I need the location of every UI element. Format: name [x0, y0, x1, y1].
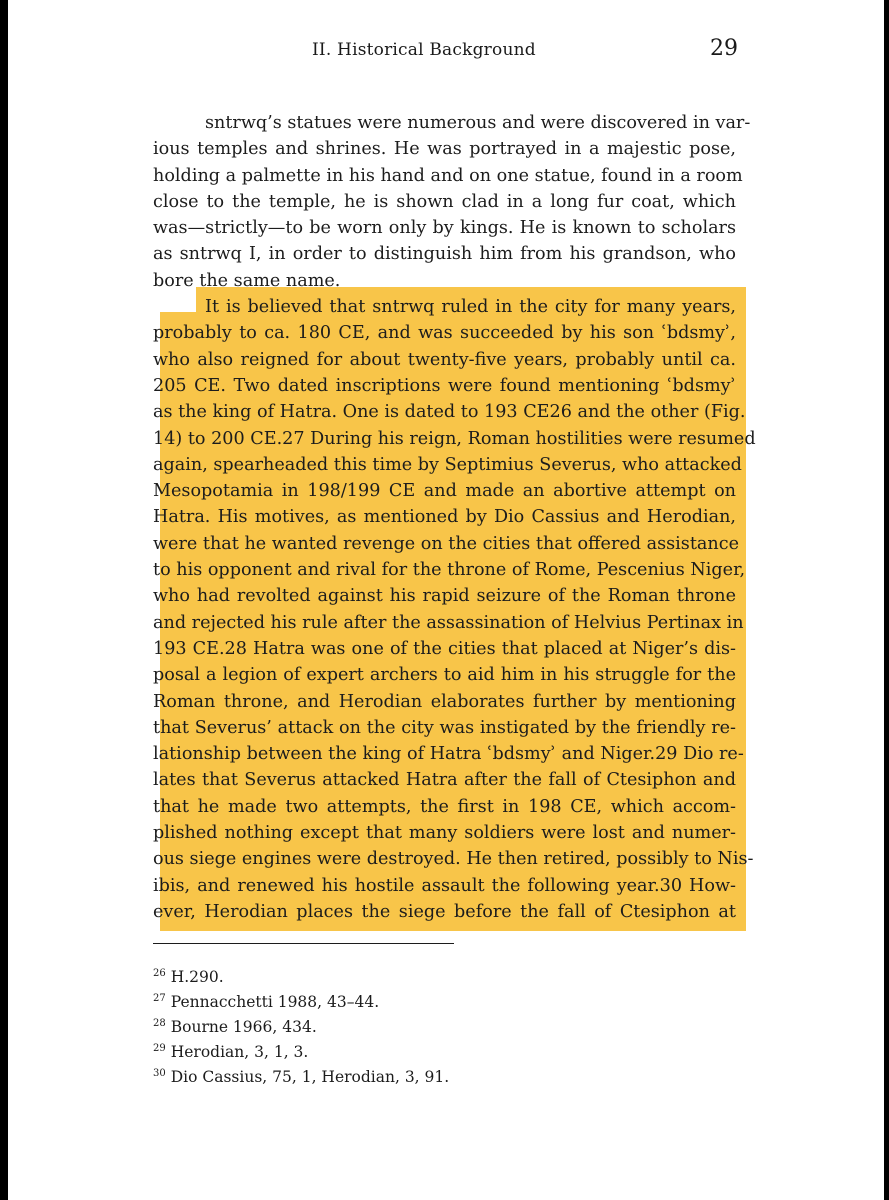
text-line: sntrwq’s statues were numerous and were discovered in var- — [205, 113, 751, 133]
text-line: was—strictly—to be worn only by kings. He is known to scholars — [153, 218, 736, 239]
footnote — [153, 1011, 733, 1036]
text-line: Mesopotamia in 198/199 CE and made an abortive attempt on — [153, 481, 736, 502]
text-line: as the king of Hatra. One is dated to 193 CE26 and the other (Fig. — [153, 402, 746, 423]
text-line: ibis, and renewed his hostile assault the following year.30 How- — [153, 875, 736, 896]
footnote-number: 27 — [153, 993, 166, 1004]
text-line: who had revolted against his rapid seizure of the Roman throne — [153, 586, 736, 607]
footnote-number: 28 — [153, 1018, 166, 1029]
text-line: ever, Herodian places the siege before the fall of Ctesiphon at — [153, 901, 736, 922]
text-line: ous siege engines were destroyed. He then retired, possibly to Nis- — [153, 849, 754, 870]
text-line: to his opponent and rival for the throne of Rome, Pescenius Niger, — [153, 560, 746, 581]
text-line: 205 CE. Two dated inscriptions were found mentioning ʿbdsmyʾ — [153, 375, 736, 396]
text-line: who also reigned for about twenty-five years, probably until ca. — [153, 349, 736, 370]
footnote-rule — [153, 943, 454, 944]
text-line: It is believed that sntrwq ruled in the city for many years, — [205, 297, 736, 318]
text-line: as sntrwq I, in order to distinguish him from his grandson, who — [153, 244, 736, 265]
footnote-text: Pennacchetti 1988, 43–44. — [170, 993, 380, 1011]
footnote-text: Herodian, 3, 1, 3. — [170, 1043, 309, 1061]
text-line: close to the temple, he is shown clad in a long fur coat, which — [153, 191, 736, 212]
text-line: were that he wanted revenge on the cities that offered assistance — [153, 533, 739, 554]
text-line: lates that Severus attacked Hatra after the fall of Ctesiphon and — [153, 770, 736, 791]
text-line: posal a legion of expert archers to aid him in his struggle for the — [153, 665, 736, 686]
footnotes — [153, 961, 733, 1086]
page-header — [8, 36, 884, 66]
footnote — [153, 961, 733, 986]
footnote-text: Bourne 1966, 434. — [170, 1018, 317, 1036]
footnote-number: 26 — [153, 968, 166, 979]
body-text[interactable] — [153, 110, 756, 925]
text-line: that Severus’ attack on the city was instigated by the friendly re- — [153, 717, 736, 738]
text-line: Roman throne, and Herodian elaborates further by mentioning — [153, 691, 736, 712]
text-line: Hatra. His motives, as mentioned by Dio Cassius and Herodian, — [153, 507, 736, 528]
text-line: 14) to 200 CE.27 During his reign, Roman hostilities were resumed — [153, 428, 756, 449]
text-line: lationship between the king of Hatra ʿbdsmyʾ and Niger.29 Dio re- — [153, 744, 744, 765]
text-line: 193 CE.28 Hatra was one of the cities that placed at Niger’s dis- — [153, 638, 736, 659]
page-number: 29 — [710, 36, 738, 61]
text-line: that he made two attempts, the first in 198 CE, which accom- — [153, 796, 736, 817]
footnote-text: Dio Cassius, 75, 1, Herodian, 3, 91. — [170, 1068, 450, 1086]
text-line: probably to ca. 180 CE, and was succeeded by his son ʿbdsmyʾ, — [153, 323, 736, 344]
text-line: holding a palmette in his hand and on one statue, found in a room — [153, 165, 743, 186]
footnote-number: 30 — [153, 1068, 166, 1079]
book-page — [8, 0, 884, 1200]
running-head: II. Historical Background — [312, 40, 536, 60]
footnote — [153, 986, 733, 1011]
footnote — [153, 1061, 733, 1086]
footnote-number: 29 — [153, 1043, 166, 1054]
text-line: ious temples and shrines. He was portrayed in a majestic pose, — [153, 139, 736, 160]
footnote-text: H.290. — [170, 968, 224, 986]
text-line: again, spearheaded this time by Septimius Severus, who attacked — [153, 454, 742, 475]
text-line: and rejected his rule after the assassination of Helvius Pertinax in — [153, 612, 744, 633]
text-line: plished nothing except that many soldiers were lost and numer- — [153, 823, 736, 844]
footnote — [153, 1036, 733, 1061]
text-line: bore the same name. — [153, 270, 341, 291]
